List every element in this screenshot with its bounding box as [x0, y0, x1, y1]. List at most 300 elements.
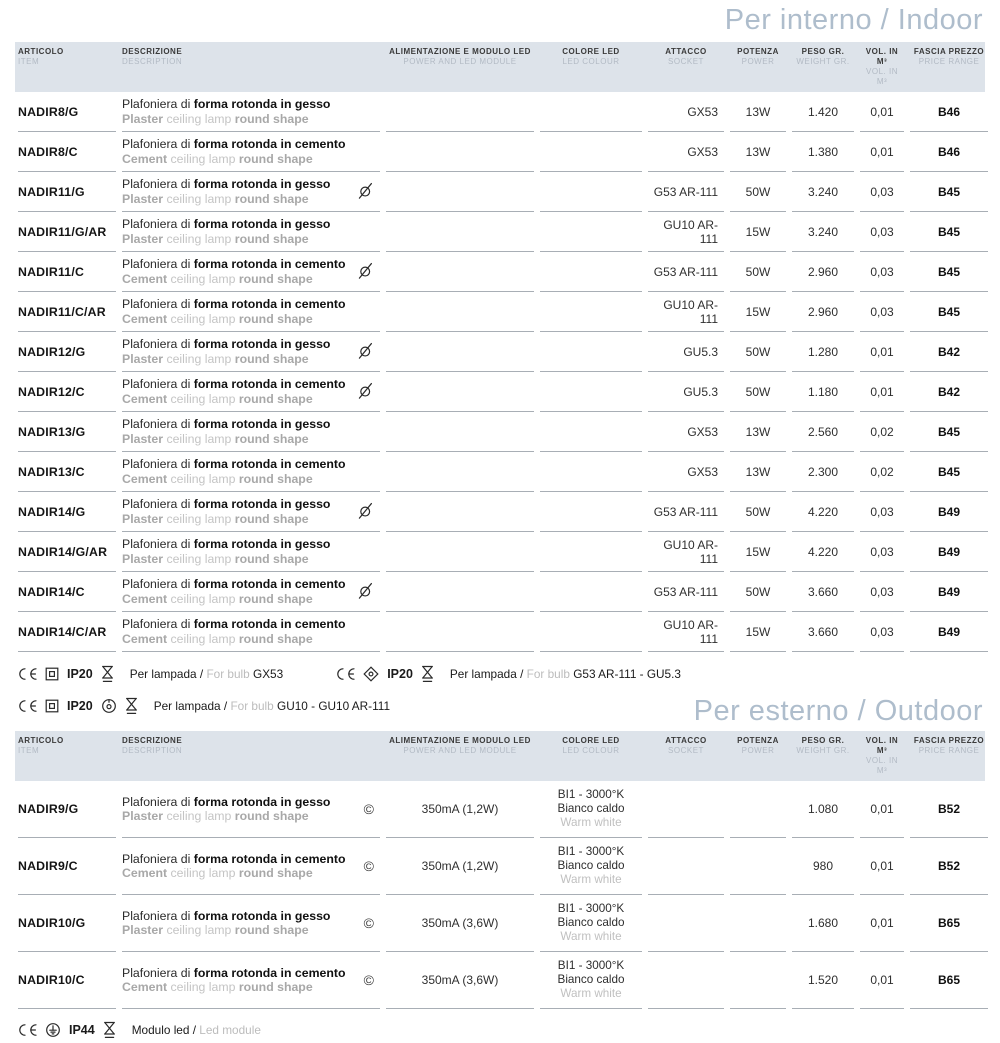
- price-range-cell: B49: [910, 532, 988, 572]
- description-line-it: Plafoniera di forma rotonda in gesso: [122, 177, 331, 191]
- column-label-en: VOL. IN M³: [866, 67, 898, 86]
- weight-cell: 1.520: [792, 952, 854, 1009]
- weight-cell: 1.280: [792, 332, 854, 372]
- description-cell: [122, 838, 380, 895]
- description-line-it: Plafoniera di forma rotonda in cemento: [122, 577, 346, 591]
- description-en-bold: Plaster: [122, 551, 164, 566]
- cert-value: G53 AR-111 - GU5.3: [573, 667, 681, 681]
- volume-cell: 0,03: [860, 492, 904, 532]
- description-line-en: Plaster ceiling lamp round shape: [122, 111, 309, 126]
- led-colour-en: Warm white: [560, 816, 622, 829]
- ce-mark-icon: [15, 699, 37, 713]
- description-cell: [122, 452, 380, 492]
- volume-cell: 0,01: [860, 372, 904, 412]
- column-label-en: POWER: [741, 57, 775, 66]
- description-en-bold: round shape: [234, 111, 309, 126]
- column-label-en: LED COLOUR: [562, 746, 620, 755]
- power-module-cell: [386, 372, 534, 412]
- power-cell: 13W: [730, 132, 786, 172]
- column-label-en: DESCRIPTION: [122, 57, 183, 66]
- dimmable-icon: [358, 381, 374, 399]
- led-colour-code: BI1 - 3000°K: [557, 845, 625, 858]
- description-line-en: Cement ceiling lamp round shape: [122, 471, 313, 486]
- column-label-en: PRICE RANGE: [918, 746, 980, 755]
- driver-icon: ©: [363, 858, 374, 874]
- description-en-bold: round shape: [234, 351, 309, 366]
- led-colour-cell: [540, 838, 642, 895]
- description-text: [122, 617, 345, 646]
- description-cell: [122, 132, 380, 172]
- description-line-en: Cement ceiling lamp round shape: [122, 980, 313, 994]
- description-text: [122, 217, 330, 246]
- description-en-bold: round shape: [238, 866, 313, 880]
- article-cell: NADIR11/G/AR: [18, 212, 116, 252]
- description-it-bold: forma rotonda in gesso: [193, 97, 331, 111]
- volume-cell: 0,03: [860, 172, 904, 212]
- price-range-cell: B65: [910, 952, 988, 1009]
- volume-cell: 0,02: [860, 412, 904, 452]
- article-cell: NADIR12/C: [18, 372, 116, 412]
- description-it-bold: forma rotonda in cemento: [193, 965, 346, 980]
- description-cell: [122, 492, 380, 532]
- socket-cell: [648, 781, 724, 838]
- description-line-it: Plafoniera di forma rotonda in cemento: [122, 851, 346, 866]
- column-label-it: DESCRIZIONE: [122, 47, 183, 56]
- article-cell: NADIR12/G: [18, 332, 116, 372]
- description-en-bold: round shape: [234, 923, 309, 937]
- led-colour-cell: [540, 612, 642, 652]
- indoor-table-body: [15, 92, 985, 652]
- price-range-cell: B45: [910, 172, 988, 212]
- outdoor-heading: Per esterno / Outdoor: [693, 695, 983, 727]
- description-en-bold: round shape: [238, 271, 313, 286]
- description-en-bold: Plaster: [122, 923, 164, 937]
- table-row: [18, 292, 985, 332]
- description-text: [122, 137, 345, 166]
- socket-cell: GU10 AR-111: [648, 612, 724, 652]
- table-row: [18, 532, 985, 572]
- indoor-heading: Per interno / Indoor: [724, 4, 983, 36]
- certification-block: [15, 665, 283, 683]
- description-line-it: Plafoniera di forma rotonda in cemento: [122, 377, 346, 391]
- column-label-en: SOCKET: [668, 57, 704, 66]
- socket-cell: G53 AR-111: [648, 252, 724, 292]
- table-row: [18, 172, 985, 212]
- description-cell: [122, 895, 380, 952]
- description-it-bold: forma rotonda in gesso: [193, 177, 331, 191]
- certification-text: [450, 667, 681, 681]
- description-en-bold: Plaster: [122, 191, 164, 206]
- power-module-cell: [386, 292, 534, 332]
- weight-cell: 2.960: [792, 252, 854, 292]
- power-cell: 50W: [730, 332, 786, 372]
- power-cell: 50W: [730, 252, 786, 292]
- table-row: [18, 572, 985, 612]
- description-line-it: Plafoniera di forma rotonda in cemento: [122, 137, 346, 151]
- column-header-fascia-prezzo: [910, 47, 988, 87]
- description-en-bold: Plaster: [122, 431, 164, 446]
- price-range-cell: B52: [910, 838, 988, 895]
- weight-cell: 3.240: [792, 212, 854, 252]
- price-range-cell: B42: [910, 372, 988, 412]
- table-row: [18, 895, 985, 952]
- description-cell: [122, 412, 380, 452]
- certification-line-1: [15, 661, 985, 687]
- description-en-bold: round shape: [234, 191, 309, 206]
- socket-cell: G53 AR-111: [648, 572, 724, 612]
- price-range-cell: B42: [910, 332, 988, 372]
- price-range-cell: B49: [910, 572, 988, 612]
- description-en-bold: round shape: [238, 471, 313, 486]
- article-cell: NADIR11/C/AR: [18, 292, 116, 332]
- description-line-en: Cement ceiling lamp round shape: [122, 391, 313, 406]
- led-colour-it: Bianco caldo: [557, 802, 625, 815]
- socket-cell: G53 AR-111: [648, 492, 724, 532]
- outdoor-table-body: [15, 781, 985, 1009]
- description-en-bold: Plaster: [122, 231, 164, 246]
- price-range-cell: B65: [910, 895, 988, 952]
- column-label-it: PESO GR.: [801, 736, 845, 745]
- volume-cell: 0,01: [860, 92, 904, 132]
- weight-cell: 2.960: [792, 292, 854, 332]
- description-cell: [122, 252, 380, 292]
- description-it-bold: forma rotonda in cemento: [193, 457, 346, 471]
- power-module-cell: [386, 492, 534, 532]
- column-header-volume: [860, 47, 904, 87]
- description-cell: [122, 332, 380, 372]
- column-label-it: VOL. IN M³: [865, 47, 899, 66]
- description-en-bold: Cement: [122, 591, 168, 606]
- power-module-cell: 350mA (3,6W): [386, 895, 534, 952]
- table-row: [18, 212, 985, 252]
- description-line-it: Plafoniera di forma rotonda in gesso: [122, 337, 331, 351]
- driver-icon: ©: [363, 915, 374, 931]
- power-module-cell: [386, 92, 534, 132]
- description-text: [122, 852, 345, 881]
- description-line-en: Cement ceiling lamp round shape: [122, 866, 313, 880]
- column-label-it: PESO GR.: [801, 47, 845, 56]
- certification-block: [15, 697, 390, 715]
- weight-cell: 980: [792, 838, 854, 895]
- price-range-cell: B45: [910, 212, 988, 252]
- description-line-en: Plaster ceiling lamp round shape: [122, 191, 309, 206]
- article-cell: NADIR11/G: [18, 172, 116, 212]
- column-label-it: ALIMENTAZIONE E MODULO LED: [389, 47, 531, 56]
- description-text: [122, 537, 330, 566]
- power-module-cell: [386, 532, 534, 572]
- cert-label-it: Per lampada /: [129, 667, 207, 681]
- description-line-it: Plafoniera di forma rotonda in gesso: [122, 97, 331, 111]
- led-colour-code: BI1 - 3000°K: [557, 902, 625, 915]
- description-it-bold: forma rotonda in gesso: [193, 908, 331, 923]
- column-header-peso: [792, 47, 854, 87]
- weight-cell: 2.560: [792, 412, 854, 452]
- led-colour-cell: [540, 332, 642, 372]
- column-header-attacco: [648, 736, 724, 776]
- power-module-cell: 350mA (1,2W): [386, 838, 534, 895]
- socket-cell: GX53: [648, 132, 724, 172]
- description-it-bold: forma rotonda in cemento: [193, 377, 346, 391]
- column-label-en: DESCRIPTION: [122, 746, 183, 755]
- socket-cell: GX53: [648, 412, 724, 452]
- socket-cell: GU5.3: [648, 372, 724, 412]
- driver-icon: ©: [363, 801, 374, 817]
- ce-mark-icon: [15, 1023, 37, 1037]
- socket-cell: [648, 952, 724, 1009]
- table-row: [18, 252, 985, 292]
- power-module-cell: [386, 412, 534, 452]
- power-module-cell: [386, 612, 534, 652]
- volume-cell: 0,03: [860, 572, 904, 612]
- volume-cell: 0,03: [860, 292, 904, 332]
- outdoor-certification-line: [15, 1017, 985, 1043]
- socket-cell: GU10 AR-111: [648, 532, 724, 572]
- cert-label-it: Per lampada /: [449, 667, 527, 681]
- description-it-bold: forma rotonda in cemento: [193, 617, 346, 631]
- volume-cell: 0,03: [860, 532, 904, 572]
- article-cell: NADIR14/C: [18, 572, 116, 612]
- self-shielded-circle-icon: [101, 698, 117, 714]
- column-header-colore-led: [540, 47, 642, 87]
- crossed-hourglass-icon: [101, 665, 114, 683]
- description-line-it: Plafoniera di forma rotonda in cemento: [122, 257, 346, 271]
- weight-cell: 2.300: [792, 452, 854, 492]
- description-text: [122, 497, 330, 526]
- description-cell: [122, 952, 380, 1009]
- led-colour-cell: [540, 572, 642, 612]
- volume-cell: 0,01: [860, 895, 904, 952]
- power-cell: 50W: [730, 572, 786, 612]
- socket-cell: GU10 AR-111: [648, 212, 724, 252]
- description-it-bold: forma rotonda in cemento: [193, 257, 346, 271]
- weight-cell: 4.220: [792, 532, 854, 572]
- description-en-bold: round shape: [238, 311, 313, 326]
- table-row: [18, 132, 985, 172]
- column-label-it: ARTICOLO: [18, 736, 64, 745]
- description-it-bold: forma rotonda in gesso: [193, 217, 331, 231]
- certification-text: [132, 1023, 261, 1037]
- description-en-bold: Cement: [122, 271, 168, 286]
- description-it-bold: forma rotonda in cemento: [193, 577, 346, 591]
- cert-value: GX53: [253, 667, 284, 681]
- description-line-en: Cement ceiling lamp round shape: [122, 151, 313, 166]
- description-cell: [122, 572, 380, 612]
- description-en-bold: Plaster: [122, 511, 164, 526]
- description-text: [122, 457, 345, 486]
- column-label-en: ITEM: [18, 57, 40, 66]
- column-header-descrizione: [122, 736, 380, 776]
- description-line-en: Plaster ceiling lamp round shape: [122, 431, 309, 446]
- power-cell: [730, 952, 786, 1009]
- description-it-bold: forma rotonda in gesso: [193, 537, 331, 551]
- socket-cell: GX53: [648, 92, 724, 132]
- article-cell: NADIR13/G: [18, 412, 116, 452]
- description-line-en: Plaster ceiling lamp round shape: [122, 231, 309, 246]
- table-row: [18, 612, 985, 652]
- led-colour-cell: [540, 952, 642, 1009]
- column-label-en: VOL. IN M³: [866, 756, 898, 775]
- price-range-cell: B52: [910, 781, 988, 838]
- column-label-en: POWER: [741, 746, 775, 755]
- weight-cell: 1.080: [792, 781, 854, 838]
- price-range-cell: B46: [910, 132, 988, 172]
- column-header-fascia-prezzo: [910, 736, 988, 776]
- description-line-en: Cement ceiling lamp round shape: [122, 311, 313, 326]
- table-row: [18, 92, 985, 132]
- description-line-it: Plafoniera di forma rotonda in gesso: [122, 417, 331, 431]
- description-line-en: Plaster ceiling lamp round shape: [122, 351, 309, 366]
- power-cell: 13W: [730, 92, 786, 132]
- price-range-cell: B49: [910, 492, 988, 532]
- description-line-en: Cement ceiling lamp round shape: [122, 591, 313, 606]
- column-label-it: VOL. IN M³: [865, 736, 899, 755]
- description-cell: [122, 92, 380, 132]
- led-colour-code: BI1 - 3000°K: [557, 959, 625, 972]
- weight-cell: 3.660: [792, 612, 854, 652]
- description-en-bold: Cement: [122, 471, 168, 486]
- socket-cell: G53 AR-111: [648, 172, 724, 212]
- column-label-en: PRICE RANGE: [918, 57, 980, 66]
- power-cell: 50W: [730, 492, 786, 532]
- crossed-hourglass-icon: [103, 1021, 116, 1039]
- column-header-volume: [860, 736, 904, 776]
- led-colour-cell: [540, 172, 642, 212]
- socket-cell: GX53: [648, 452, 724, 492]
- description-line-en: Plaster ceiling lamp round shape: [122, 923, 309, 937]
- led-colour-en: Warm white: [560, 930, 622, 943]
- column-header-alimentazione: [386, 736, 534, 776]
- column-label-it: POTENZA: [737, 736, 779, 745]
- power-cell: 15W: [730, 212, 786, 252]
- led-colour-cell: [540, 895, 642, 952]
- description-en-bold: Cement: [122, 151, 168, 166]
- article-cell: NADIR14/G/AR: [18, 532, 116, 572]
- article-cell: NADIR8/C: [18, 132, 116, 172]
- price-range-cell: B45: [910, 292, 988, 332]
- column-label-it: FASCIA PREZZO: [913, 736, 985, 745]
- led-colour-cell: [540, 132, 642, 172]
- power-cell: 15W: [730, 612, 786, 652]
- description-line-en: Plaster ceiling lamp round shape: [122, 809, 309, 823]
- certification-block: [15, 1021, 261, 1039]
- description-line-it: Plafoniera di forma rotonda in gesso: [122, 217, 331, 231]
- column-label-it: COLORE LED: [562, 47, 620, 56]
- description-cell: [122, 532, 380, 572]
- description-en-bold: round shape: [238, 151, 313, 166]
- volume-cell: 0,01: [860, 838, 904, 895]
- description-line-it: Plafoniera di forma rotonda in cemento: [122, 297, 346, 311]
- power-module-cell: 350mA (3,6W): [386, 952, 534, 1009]
- column-header-alimentazione: [386, 47, 534, 87]
- description-en-bold: Cement: [122, 631, 168, 646]
- power-cell: 13W: [730, 412, 786, 452]
- led-colour-cell: [540, 92, 642, 132]
- article-cell: NADIR9/G: [18, 781, 116, 838]
- description-text: [122, 177, 330, 206]
- description-cell: [122, 781, 380, 838]
- dimmable-icon: [358, 501, 374, 519]
- description-text: [122, 577, 345, 606]
- led-colour-it: Bianco caldo: [557, 916, 625, 929]
- article-cell: NADIR8/G: [18, 92, 116, 132]
- price-range-cell: B45: [910, 412, 988, 452]
- led-colour-cell: [540, 412, 642, 452]
- description-en-bold: Cement: [122, 391, 168, 406]
- article-cell: NADIR9/C: [18, 838, 116, 895]
- column-label-it: ALIMENTAZIONE E MODULO LED: [389, 736, 531, 745]
- table-row: [18, 781, 985, 838]
- description-it-bold: forma rotonda in cemento: [193, 297, 346, 311]
- ip-rating-label: IP20: [67, 667, 93, 681]
- column-label-it: COLORE LED: [562, 736, 620, 745]
- dimmable-icon: [358, 261, 374, 279]
- volume-cell: 0,03: [860, 612, 904, 652]
- led-colour-it: Bianco caldo: [557, 973, 625, 986]
- ip-rating-label: IP44: [69, 1023, 95, 1037]
- description-it-bold: forma rotonda in gesso: [193, 794, 331, 809]
- column-header-peso: [792, 736, 854, 776]
- description-en-bold: Plaster: [122, 351, 164, 366]
- article-cell: NADIR14/C/AR: [18, 612, 116, 652]
- description-line-it: Plafoniera di forma rotonda in cemento: [122, 457, 346, 471]
- description-line-en: Cement ceiling lamp round shape: [122, 271, 313, 286]
- price-range-cell: B45: [910, 252, 988, 292]
- power-cell: 15W: [730, 532, 786, 572]
- description-cell: [122, 212, 380, 252]
- cert-value: GU10 - GU10 AR-111: [277, 699, 391, 713]
- description-en-bold: round shape: [234, 551, 309, 566]
- volume-cell: 0,02: [860, 452, 904, 492]
- description-line-en: Plaster ceiling lamp round shape: [122, 511, 309, 526]
- dimmable-icon: [358, 341, 374, 359]
- dimmable-icon: [358, 181, 374, 199]
- description-en-bold: round shape: [238, 631, 313, 646]
- certification-text: [154, 699, 390, 713]
- dimmable-icon: [358, 581, 374, 599]
- column-label-it: DESCRIZIONE: [122, 736, 183, 745]
- description-line-it: Plafoniera di forma rotonda in cemento: [122, 965, 346, 980]
- ip-rating-label: IP20: [387, 667, 413, 681]
- power-module-cell: 350mA (1,2W): [386, 781, 534, 838]
- column-header-articolo: [18, 47, 116, 87]
- description-en-bold: Cement: [122, 980, 168, 994]
- volume-cell: 0,01: [860, 952, 904, 1009]
- column-label-en: WEIGHT GR.: [796, 57, 850, 66]
- led-colour-cell: [540, 372, 642, 412]
- column-label-en: ITEM: [18, 746, 40, 755]
- power-cell: 50W: [730, 172, 786, 212]
- column-label-it: ATTACCO: [665, 736, 707, 745]
- crossed-hourglass-icon: [421, 665, 434, 683]
- power-cell: 13W: [730, 452, 786, 492]
- article-cell: NADIR14/G: [18, 492, 116, 532]
- article-cell: NADIR11/C: [18, 252, 116, 292]
- description-en-bold: Plaster: [122, 111, 164, 126]
- led-colour-cell: [540, 212, 642, 252]
- socket-cell: GU5.3: [648, 332, 724, 372]
- column-label-en: POWER AND LED MODULE: [403, 746, 517, 755]
- description-line-en: Cement ceiling lamp round shape: [122, 631, 313, 646]
- description-it-bold: forma rotonda in cemento: [193, 851, 346, 866]
- weight-cell: 3.240: [792, 172, 854, 212]
- price-range-cell: B45: [910, 452, 988, 492]
- power-cell: [730, 838, 786, 895]
- description-line-it: Plafoniera di forma rotonda in gesso: [122, 497, 331, 511]
- column-label-it: POTENZA: [737, 47, 779, 56]
- led-colour-cell: [540, 452, 642, 492]
- weight-cell: 1.420: [792, 92, 854, 132]
- description-it-bold: forma rotonda in gesso: [193, 337, 331, 351]
